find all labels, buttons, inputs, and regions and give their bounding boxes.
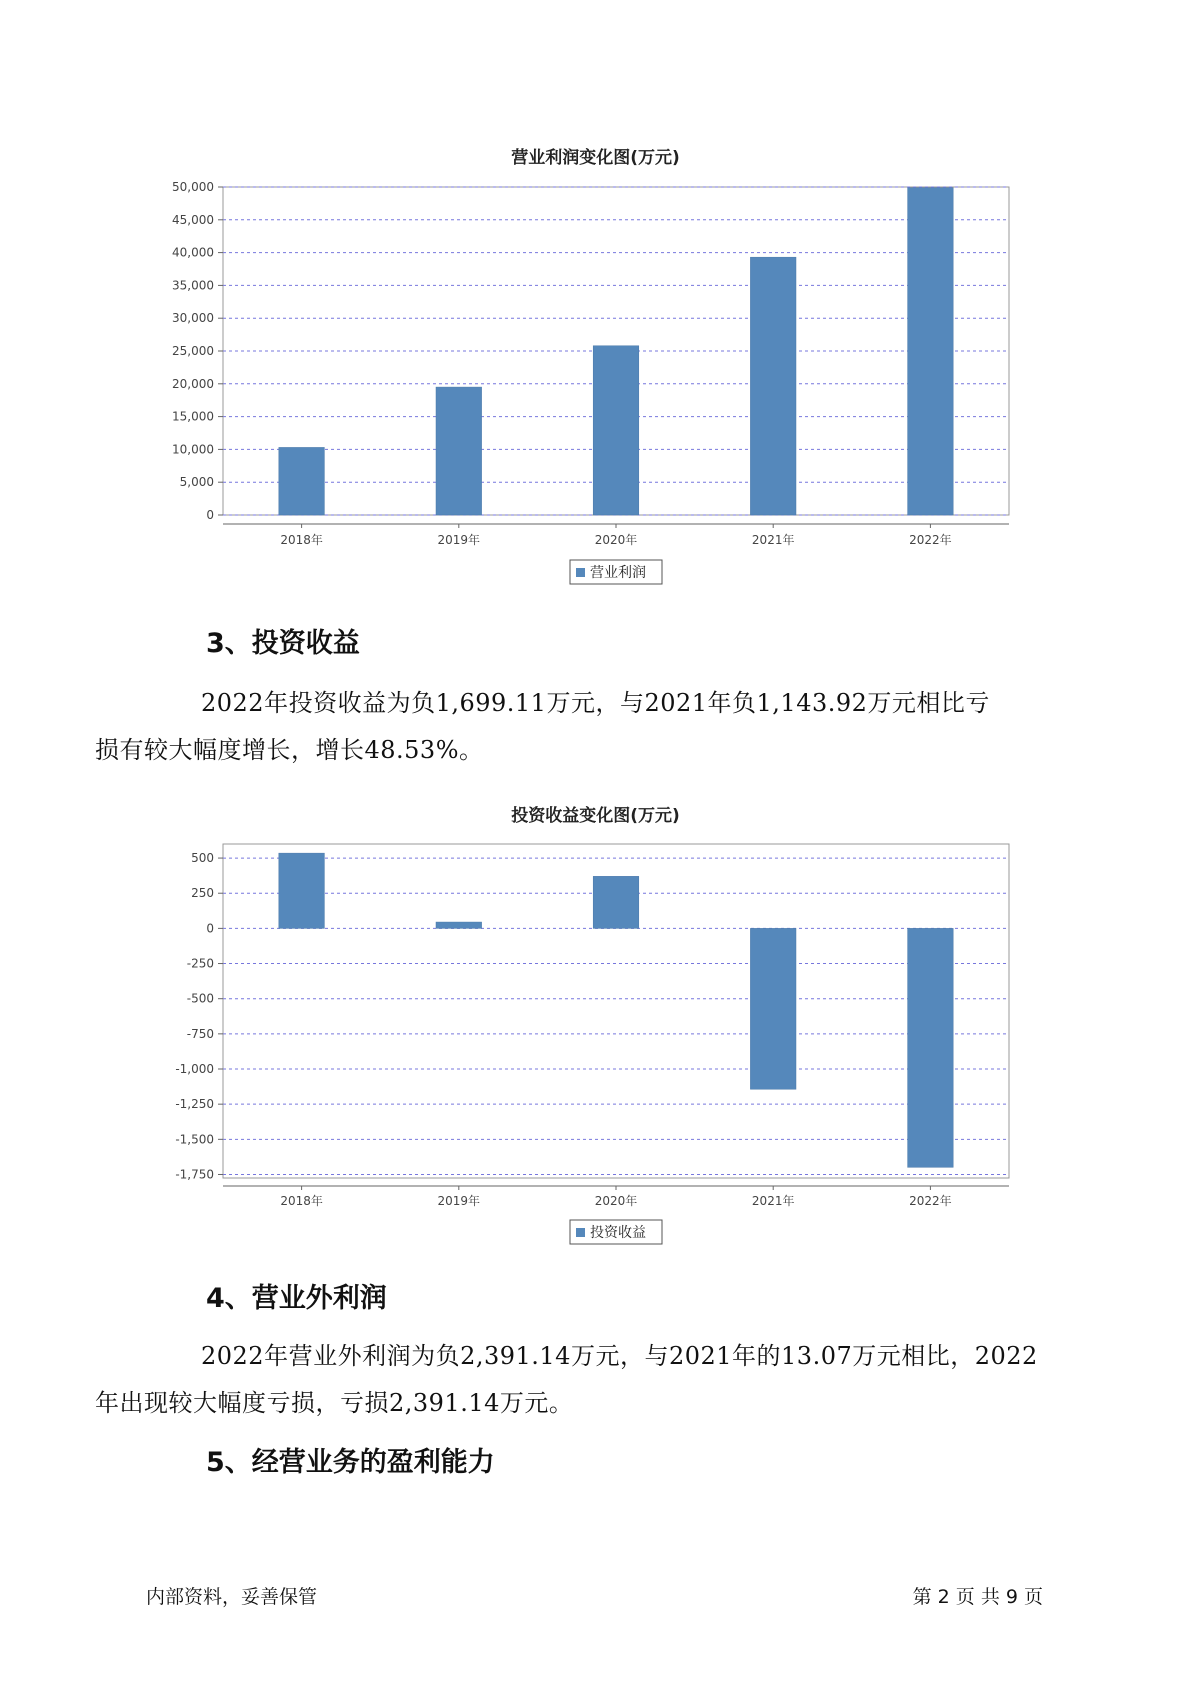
paragraph-investment-income [95, 680, 1088, 774]
y-tick-label: 250 [191, 886, 214, 901]
y-tick-label: 25,000 [172, 344, 214, 358]
bar [279, 853, 325, 928]
section-heading-non-operating-profit: 4、营业外利润 [206, 1283, 387, 1314]
y-tick-label: -1,000 [175, 1062, 214, 1077]
investment-income-chart [0, 820, 1191, 1240]
y-tick-label: 45,000 [172, 212, 214, 227]
y-tick-label: 500 [191, 851, 214, 866]
y-tick-label: 0 [206, 921, 214, 936]
x-tick-label: 2019年 [437, 1194, 481, 1208]
bar [593, 876, 639, 928]
x-tick-label: 2022年 [909, 533, 952, 547]
y-tick-label: -750 [186, 1026, 214, 1041]
bar [908, 188, 954, 515]
bar [593, 346, 639, 515]
bar [436, 387, 482, 515]
bar [436, 922, 482, 928]
y-tick-label: -1,250 [175, 1097, 214, 1112]
y-tick-label: -500 [186, 991, 214, 1006]
legend-label: 投资收益 [590, 1225, 646, 1241]
x-tick-label: 2020年 [594, 1194, 638, 1208]
legend-swatch [576, 568, 585, 577]
y-tick-label: -250 [186, 956, 214, 971]
y-tick-label: 10,000 [172, 442, 214, 457]
y-tick-label: 35,000 [172, 278, 214, 293]
paragraph-line: 年出现较大幅度亏损，亏损2,391.14万元。 [95, 1389, 574, 1417]
paragraph-line: 2022年投资收益为负1,699.11万元，与2021年负1,143.92万元相比亏 [201, 689, 990, 717]
bar [750, 257, 796, 515]
paragraph-line: 损有较大幅度增长，增长48.53%。 [95, 736, 484, 764]
y-tick-label: 5,000 [179, 475, 214, 490]
y-tick-label: 40,000 [172, 245, 214, 260]
operating-profit-chart [0, 160, 1191, 580]
paragraph-line: 2022年营业外利润为负2,391.14万元，与2021年的13.07万元相比，2022 [201, 1342, 1038, 1370]
y-tick-label: 50,000 [172, 180, 214, 194]
x-tick-label: 2019年 [437, 533, 481, 547]
paragraph-non-operating-profit [95, 1333, 1088, 1427]
y-tick-label: 15,000 [172, 409, 214, 424]
x-tick-label: 2022年 [909, 1194, 952, 1208]
y-tick-label: 20,000 [172, 376, 214, 391]
section-heading-profitability: 5、经营业务的盈利能力 [206, 1447, 495, 1478]
x-tick-label: 2020年 [594, 533, 638, 547]
y-tick-label: 30,000 [172, 311, 214, 326]
y-tick-label: -1,750 [175, 1167, 214, 1182]
x-tick-label: 2021年 [751, 1194, 795, 1208]
footer-confidential-note: 内部资料，妥善保管 [146, 1586, 318, 1608]
bar [908, 928, 954, 1167]
legend-label: 营业利润 [590, 565, 646, 581]
x-tick-label: 2018年 [280, 533, 323, 547]
bar [750, 928, 796, 1089]
y-tick-label: 0 [206, 508, 214, 522]
legend-swatch [576, 1228, 585, 1237]
bar [279, 447, 325, 515]
y-tick-label: -1,500 [175, 1132, 214, 1147]
x-tick-label: 2018年 [280, 1194, 323, 1208]
operating-profit-chart-title: 营业利润变化图(万元) [511, 148, 680, 168]
x-tick-label: 2021年 [751, 533, 795, 547]
footer-page-number: 第 2 页 共 9 页 [912, 1586, 1043, 1608]
section-heading-investment-income: 3、投资收益 [206, 628, 360, 659]
investment-income-chart-title: 投资收益变化图(万元) [511, 806, 680, 826]
